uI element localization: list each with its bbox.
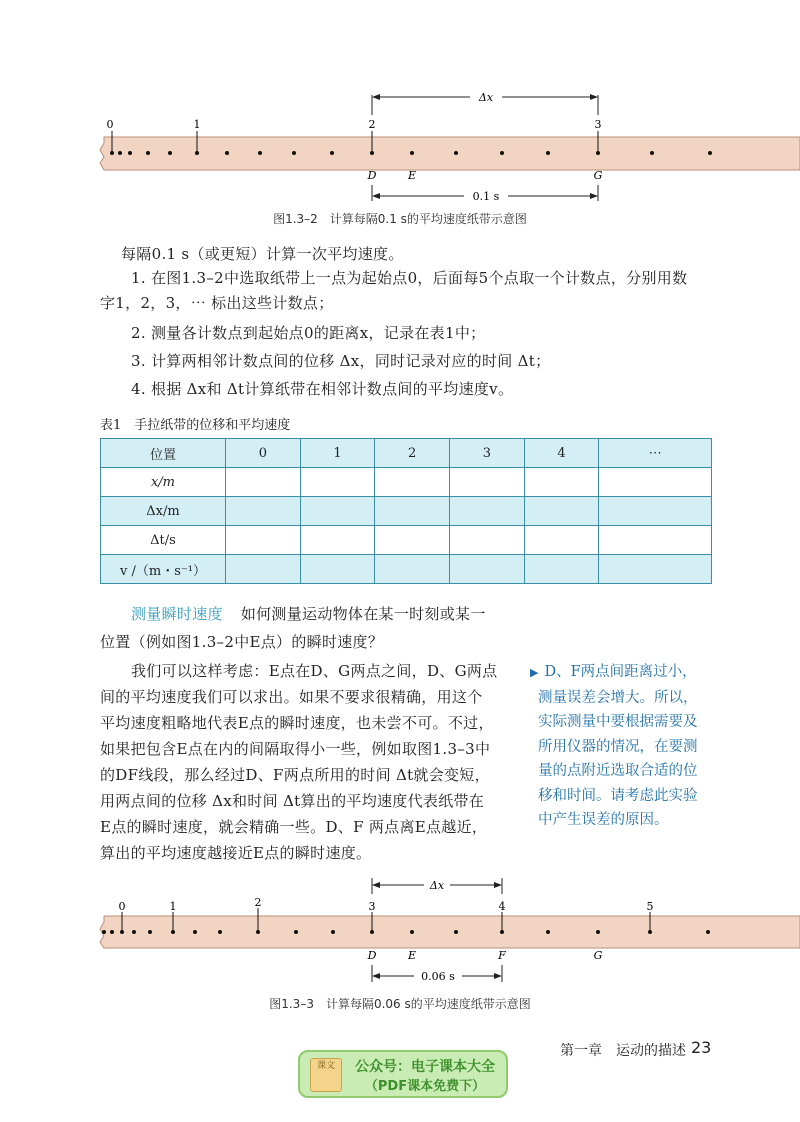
table-cell [450,526,525,555]
table-cell [300,468,375,497]
tick-1: 1 [169,900,177,913]
row-label: Δt/s [101,526,226,555]
table-cell [375,468,450,497]
table-cell [599,468,712,497]
paper-tape [100,137,800,170]
tape-figure-1 [0,85,800,210]
label-D: D [367,949,377,962]
section-title: 测量瞬时速度 [131,605,223,623]
watermark-line-2: （PDF课本免费下） [364,1079,486,1094]
row-label: v /（m・s⁻¹） [101,555,226,584]
table-row [101,555,712,584]
step-2: 2. 测量各计数点到起始点0的距离x，记录在表1中； [131,324,486,342]
interval-label: 0.1 s [472,190,500,203]
tick-2: 2 [254,896,262,909]
triangle-marker-icon: ▶ [530,666,539,679]
table-cell [226,468,301,497]
row-label: x/m [101,468,226,497]
table-row [101,497,712,526]
tick-0: 0 [106,118,114,131]
table-cell [375,497,450,526]
chapter-label: 第一章 运动的描述 [560,1043,686,1059]
table-cell [524,468,599,497]
side-note-line [530,660,728,686]
side-note-line: 实际测量中要根据需要及 [538,714,698,730]
table-cell [300,555,375,584]
tick-4: 4 [498,900,506,913]
figure-2-caption: 图1.3–3 计算每隔0.06 s的平均速度纸带示意图 [269,997,531,1011]
header-cell: 3 [450,439,525,468]
side-note-line: 量的点附近选取合适的位 [538,763,698,779]
time-arrow-right [494,973,502,979]
tick-1: 1 [193,118,201,131]
table-cell [599,526,712,555]
arrow-right [590,94,598,100]
table-cell [226,526,301,555]
table-cell [375,555,450,584]
header-cell: 2 [375,439,450,468]
arrow-left [372,882,380,888]
table-cell [450,555,525,584]
table-cell [524,526,599,555]
table-cell [450,468,525,497]
arrow-left [372,94,380,100]
header-cell: 4 [524,439,599,468]
side-note-line: 所用仪器的情况，在要测 [538,738,698,755]
paragraph-line: 平均速度粗略地代表E点的瞬时速度，也未尝不可。不过， [100,714,494,732]
body-line-1: 每隔0.1 s（或更短）计算一次平均速度。 [121,245,404,263]
table-row [101,526,712,555]
table-cell [300,526,375,555]
tick-5: 5 [646,900,654,913]
time-arrow-left [372,973,380,979]
interval-label: 0.06 s [421,970,455,983]
table-cell [226,555,301,584]
watermark-badge [298,1050,508,1098]
table-row [101,468,712,497]
paragraph-line: 间的平均速度我们可以求出。如果不要求很精确，用这个 [100,688,483,706]
delta-x-label: Δx [429,879,445,892]
table-cell [300,497,375,526]
paragraph-line: 用两点间的位移 Δx和时间 Δt算出的平均速度代表纸带在 [100,792,485,810]
paragraph-line: 算出的平均速度越接近E点的瞬时速度。 [100,844,372,862]
label-G: G [593,169,603,182]
side-note [530,660,728,833]
side-note-line: 中产生误差的原因。 [538,812,669,828]
logo-text: 课文 [316,1061,335,1071]
side-note-line: 测量误差会增大。所以， [538,689,698,706]
table-title: 表1 手拉纸带的位移和平均速度 [100,418,291,433]
label-G: G [593,949,603,962]
time-arrow-right [590,193,598,199]
paragraph-line: E点的瞬时速度，就会精确一些。D、F 两点离E点越近， [100,818,488,836]
table-header-row [101,439,712,468]
paragraph-line: 我们可以这样考虑：E点在D、G两点之间，D、G两点 [131,662,498,680]
header-cell: 位置 [101,439,226,468]
book-logo-icon [310,1058,342,1092]
table-cell [524,497,599,526]
label-D: D [367,169,377,182]
tick-0: 0 [118,900,126,913]
label-F: F [498,949,506,962]
section-intro-1: 如何测量运动物体在某一时刻或某一 [240,605,486,623]
side-note-text: D、F两点间距离过小， [544,664,697,680]
header-cell: ⋯ [599,439,712,468]
tick-3: 3 [368,900,376,913]
label-E: E [407,949,417,962]
delta-x-label: Δx [478,91,494,104]
step-1b: 字1，2，3，⋯ 标出这些计数点； [100,294,334,312]
header-cell: 1 [300,439,375,468]
tick-3: 3 [594,118,602,131]
paragraph-line: 的DF线段，那么经过D、F两点所用的时间 Δt就会变短， [100,766,490,784]
figure-1-caption: 图1.3–2 计算每隔0.1 s的平均速度纸带示意图 [273,212,527,226]
header-cell: 0 [226,439,301,468]
page-number: 23 [691,1038,712,1057]
arrow-right [494,882,502,888]
time-arrow-left [372,193,380,199]
table-cell [375,526,450,555]
table-cell [450,497,525,526]
section-intro-2: 位置（例如图1.3–2中E点）的瞬时速度？ [100,633,384,651]
step-1a: 1. 在图1.3–2中选取纸带上一点为起始点0，后面每5个点取一个计数点，分别用数 [131,269,688,287]
section-intro-line [131,603,486,625]
data-table [100,438,712,584]
step-3: 3. 计算两相邻计数点间的位移 Δx，同时记录对应的时间 Δt； [131,352,551,370]
label-E: E [407,169,417,182]
tick-2: 2 [368,118,376,131]
step-4: 4. 根据 Δx和 Δt计算纸带在相邻计数点间的平均速度v。 [131,380,514,398]
paper-tape [100,916,800,948]
watermark-line-1: 公众号：电子课本大全 [355,1059,495,1075]
table-cell [226,497,301,526]
side-note-line: 移和时间。请考虑此实验 [538,787,698,804]
table-cell [599,555,712,584]
table-cell [524,555,599,584]
table-cell [599,497,712,526]
row-label: Δx/m [101,497,226,526]
paragraph-line: 如果把包含E点在内的间隔取得小一些，例如取图1.3–3中 [100,740,491,758]
tape-figure-2 [0,872,800,992]
